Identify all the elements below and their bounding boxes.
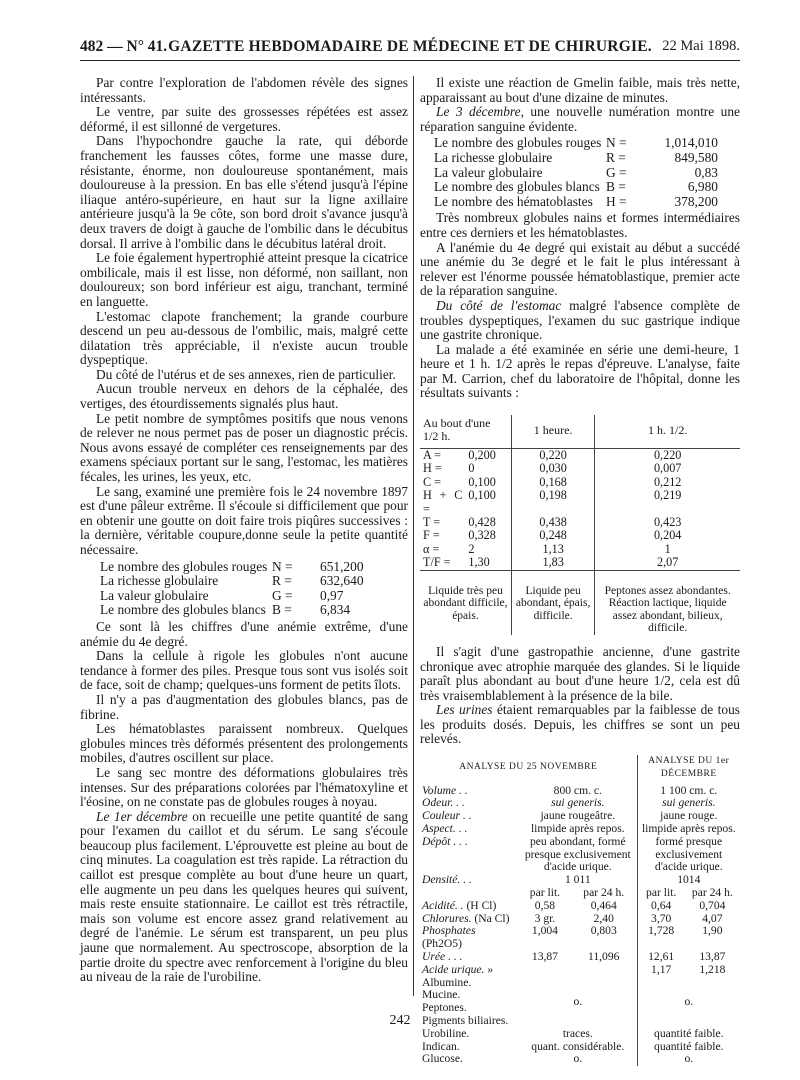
count-row: Le nombre des globules rouges N = 1,014,010 [434,135,718,151]
table-row: A = 0,200 0,220 0,220 [420,448,740,462]
column-rule [413,76,414,996]
page-number: 242 [389,1013,411,1028]
table-row: Acide urique. » 1,17 1,218 [422,962,726,976]
paragraph: Très nombreux globules nains et formes intermédiaires entre ces derniers et les hématoblastes. [420,210,740,240]
table-row: Odeur. . . sui generis. sui generis. [420,797,740,810]
paragraph: Ce sont là les chiffres d'une anémie extrême, d'une anémie du 4e degré. [80,618,408,649]
table-row: T = 0,428 0,438 0,423 [420,516,740,529]
table-header: ANALYSE DU 25 NOVEMBRE [459,762,598,773]
table-notes-row [420,570,740,635]
paragraph: Par contre l'exploration de l'abdomen révèle des signes intéressants. [80,75,408,105]
table-row: Phosphates (Ph2O5) 1,004 0,803 1,728 1,90 [422,924,723,951]
paragraph-dec3: Le 3 décembre, une nouvelle numération montre une réparation sanguine évidente. [420,104,740,134]
paragraph: Dans l'hypochondre gauche la rate, qui déborde franchement les fausses côtes, forme une masse dure, résistante, énorme, non douloureuse spontanément, mais douloureuse à la pression. En bas elle s'étend jusqu'à l'épine iliaque antéro-supérieure, en haut sur la ligne axillaire antérieure jusqu'à la 9e côte, son bord droit s'avance jusqu'à deux travers de doigt à gauche de l'ombilic dans le décubitus dorsal. Il arrive à l'ombilic dans le décubitus latéral droit. [80,133,408,251]
table-row: Acidité. . (H Cl) 0,58 0,464 0,64 0,704 [422,898,726,912]
paragraph: L'estomac clapote franchement; la grande courbure descend un peu au-dessous de l'ombilic, mais, malgré cette dilatation très appréciable, il n'existe aucun trouble dyspeptique. [80,308,408,368]
paragraph: Le sang sec montre des déformations globulaires très intenses. Sur des préparations colorées par l'hématoxyline et l'éosine, on ne constate pas de globules rouges à noyau. [80,764,408,810]
table-subheader-row: par lit. par 24 h. par lit. par 24 h. [529,886,733,900]
paragraph-urines: Les urines étaient remarquables par la faiblesse de tous les produits dosés. Depuis, les chiffres se sont un peu relevés. [420,702,740,747]
count-row: La richesse globulaire R = 632,640 [100,573,364,589]
table-row: Urobiline. traces. quantité faible. [420,1028,740,1041]
paragraph: Les hématoblastes paraissent nombreux. Quelques globules minces très déformés présentent des prolongements mobiles, d'autres oscillent sur place. [80,721,408,766]
count-row: Le nombre des globules blancs B = 6,980 [434,179,718,195]
table-note: Liquide très peu abondant difficile, épais. [420,570,511,635]
table-row: α = 2 1,13 1 [420,543,740,556]
paragraph: Dans la cellule à rigole les globules n'ont aucune tendance à former des piles. Presque tous sont vus isolés soit de face, soit de champ; quelques-uns forment de petits îlots. [80,648,408,693]
date-lead: Le 1er décembre [96,808,188,824]
paragraph: Le ventre, par suite des grossesses répétées est assez déformé, il est sillonné de vergetures. [80,104,408,134]
table-row: Couleur . . jaune rougeâtre. jaune rouge. [420,810,740,823]
table-row-group: Albumine. Mucine. Peptones. Pigments biliaires. o. o. [420,977,740,1028]
table-row: C = 0,100 0,168 0,212 [420,476,740,489]
running-header [80,38,740,61]
gastric-analysis-table [420,415,740,635]
journal-title: GAZETTE HEBDOMADAIRE DE MÉDECINE ET DE CHIRURGIE. [168,38,652,55]
left-column [80,76,408,985]
paragraph-stomach: Du côté de l'estomac malgré l'absence complète de troubles dyspeptiques, l'examen du suc gastrique indique une gastrite chronique. [420,297,740,343]
table-note: Liquide peu abondant, épais, difficile. [511,570,594,635]
table-row: Indican. quant. considérable. quantité faible. [420,1041,740,1054]
paragraph: Le petit nombre de symptômes positifs que nous venons de relever ne nous permet pas de poser un diagnostic précis. Nous avons essayé de compléter ces renseignements par des examens spéciaux portant sur le sang, l'estomac, les matières fécales, les urines, les yeux, etc. [80,410,408,485]
table-row: T/F = 1,30 1,83 2,07 [420,556,740,570]
table-row: Glucose. o. o. [420,1053,740,1066]
table-row: Chlorures. (Na Cl) 3 gr. 2,40 3,70 4,07 [422,911,723,925]
count-row: Le nombre des hématoblastes H = 378,200 [434,193,718,209]
paragraph: Il n'y a pas d'augmentation des globules blancs, pas de fibrine. [80,691,408,722]
paragraph: Il s'agit d'une gastropathie ancienne, d'une gastrite chronique avec atrophie marquée des glandes. Si le liquide paraît plus abondant au bout d'une heure 1/2, cela est dû très vraisemblablement à la présence de la bile. [420,643,740,703]
paragraph: Aucun trouble nerveux en dehors de la céphalée, des vertiges, des étourdissements signalés plus haut. [80,381,408,412]
paragraph: Il existe une réaction de Gmelin faible, mais très nette, apparaissant au bout d'une dizaine de minutes. [420,75,740,105]
blood-count-nov24 [80,560,408,618]
count-row: Le nombre des globules blancs B = 6,834 [100,602,351,618]
count-row: La richesse globulaire R = 849,580 [434,149,718,165]
date-lead: Le 3 décembre [436,104,521,120]
paragraph: Du côté de l'utérus et de ses annexes, rien de particulier. [96,366,396,382]
table-row: H = 0 0,030 0,007 [420,462,740,475]
count-row: La valeur globulaire G = 0,97 [100,587,344,603]
table-row: Dépôt . . . peu abondant, formé presque exclusivement d'acide urique. formé presque exclusivement d'acide urique. [420,836,740,874]
table-row: Volume . . 800 cm. c. 1 100 cm. c. [420,785,740,798]
table-header: 1 heure. [511,415,594,448]
right-column [420,76,740,1066]
table-row: F = 0,328 0,248 0,204 [420,529,740,542]
paragraph: Le sang, examiné une première fois le 24 novembre 1897 est d'une pâleur extrême. Il s'écoule si difficilement que pour en obtenir une goutte on doit faire trois piqûres successives : la dernière, véritable coupure,donne seule la petite quantité nécessaire. [80,483,408,557]
table-header: 1 h. 1/2. [595,415,740,448]
table-row: H + C = 0,100 0,198 0,219 [420,489,740,516]
paragraph: La malade a été examinée en série une demi-heure, 1 heure et 1 h. 1/2 après le repas d'épreuve. L'analyse, faite par M. Carrion, chef du laboratoire de l'hôpital, donne les résultats suivants : [420,341,740,401]
page-reference: 482 — N° 41. [80,38,168,55]
paragraph-dec1: Le 1er décembre on recueille une petite quantité de sang pour l'examen du caillot et du sérum. Le sang s'écoule beaucoup plus facilement. L'éprouvette est pleine au bout de cinq minutes. La coagulation est très rapide. La rétraction du caillot est presque complète au bout d'une heure un quart, elle augmente un peu dans les quelques heures qui suivent, mais reste ensuite stationnaire. Le caillot est très rétractile, mais son volume est encore assez grand relativement au degré de l'anémie. Le sérum est transparent, un peu plus jaune que normalement. Au spectroscope, absorption de la partie droite du spectre avec renforcement à l'origine du bleu au niveau de la raie de l'urobiline. [80,808,409,985]
table-note: Peptones assez abondantes. Réaction lactique, liquide assez abondant, bilieux, difficile. [595,570,740,635]
count-row: Le nombre des globules rouges N = 651,200 [100,558,364,574]
table-header: ANALYSE DU 1er DÉCEMBRE [637,755,740,785]
table-row: Densité. . . 1 011 1014 [420,874,740,887]
blood-count-dec3 [420,136,740,209]
count-row: La valeur globulaire G = 0,83 [434,164,718,180]
paragraph: Le foie également hypertrophié atteint presque la cicatrice ombilicale, mais il est lisse, non déformé, non saillant, non douloureux; son bord inférieur est aigu, tranchant, terminé en languette. [80,250,408,309]
issue-date: 22 Mai 1898. [662,38,740,54]
table-row: Aspect. . . limpide après repos. limpide après repos. [420,823,740,836]
table-row: Urée . . . 13,87 11,096 12,61 13,87 [422,950,726,964]
paragraph: A l'anémie du 4e degré qui existait au début a succédé une anémie du 3e degré et le fait le plus intéressant à relever est l'énorme poussée hématoblastique, premier acte de la réparation sanguine. [420,239,740,299]
table-header: Au bout d'une 1/2 h. [420,415,511,448]
